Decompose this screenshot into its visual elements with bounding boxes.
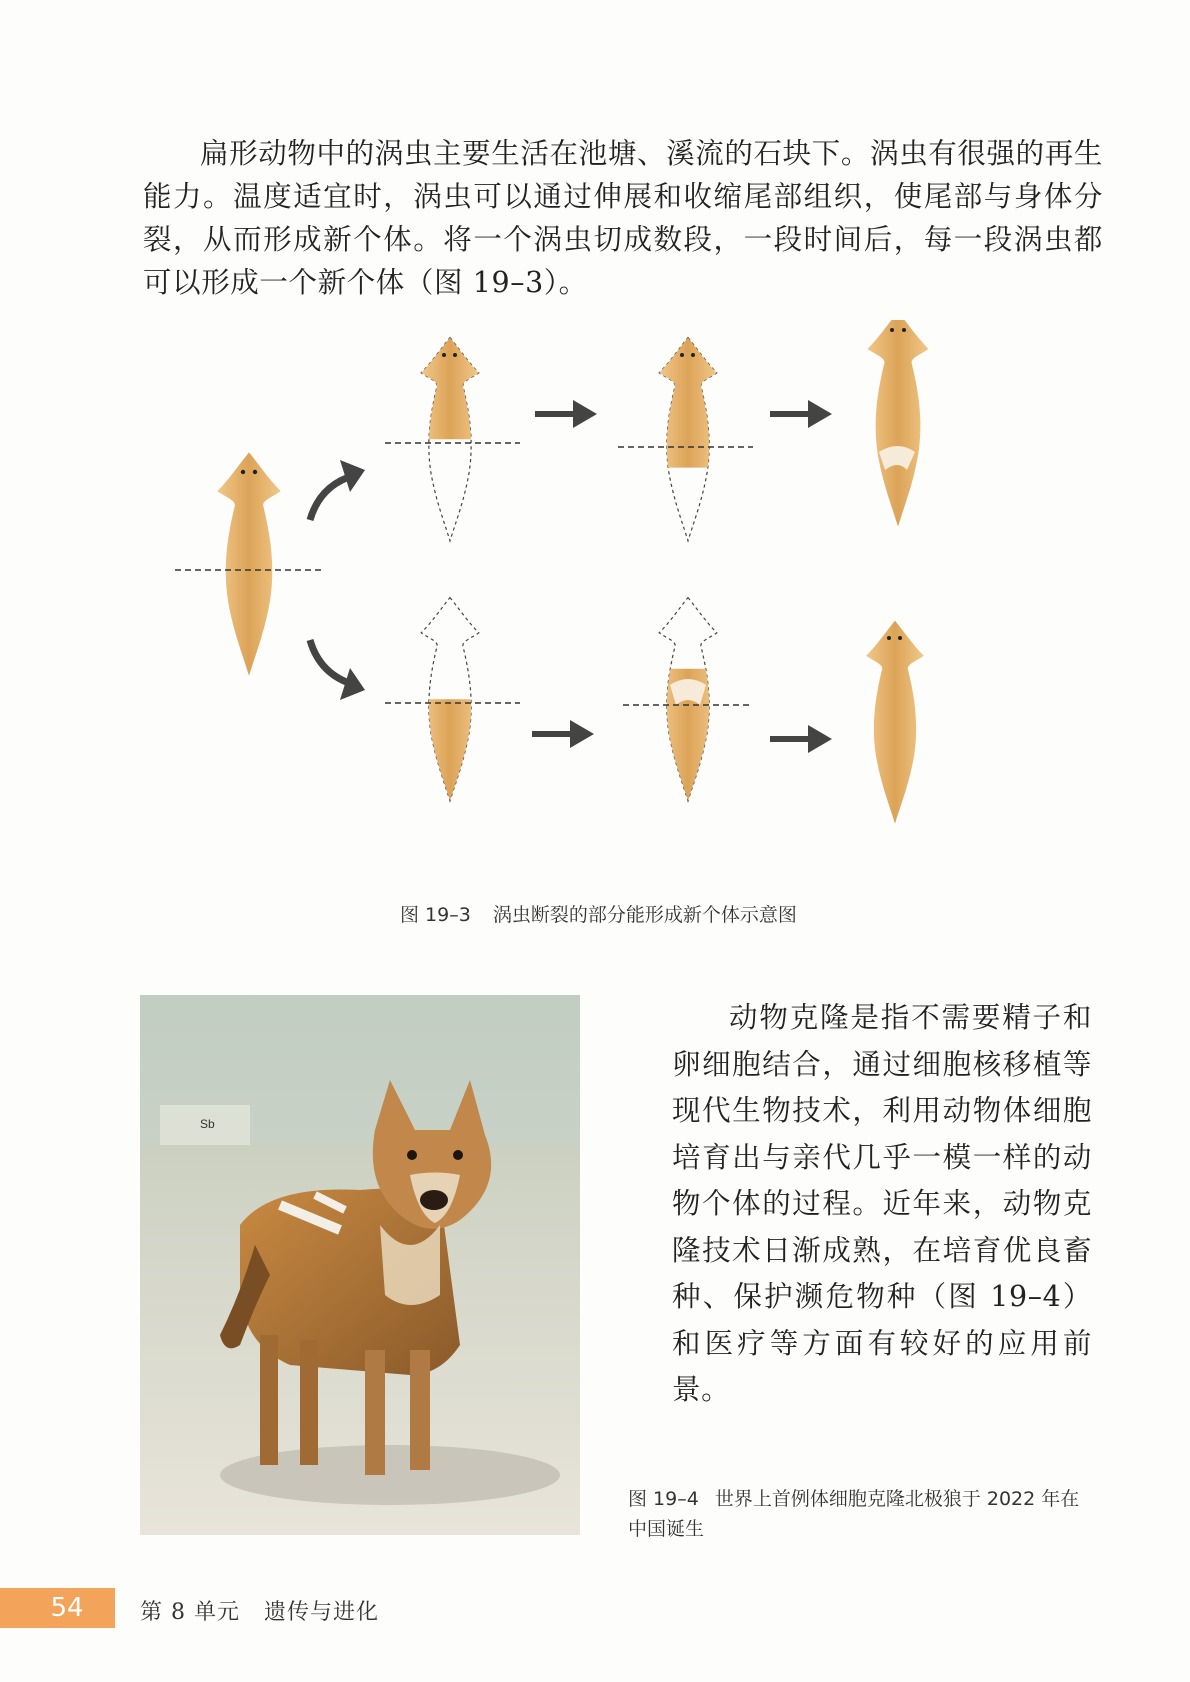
arrow-right-icon <box>770 725 832 753</box>
head-fragment-stage2 <box>618 338 753 541</box>
figure-19-4-caption <box>628 1484 1098 1544</box>
figure-number: 图 19–3 <box>400 904 471 926</box>
arrow-right-icon <box>770 400 832 428</box>
figure-number: 图 19–4 <box>628 1488 699 1510</box>
page-number-tab <box>0 1588 115 1628</box>
intro-paragraph: 扁形动物中的涡虫主要生活在池塘、溪流的石块下。涡虫有很强的再生能力。温度适宜时，涡虫可以通过伸展和收缩尾部组织，使尾部与身体分裂，从而形成新个体。将一个涡虫切成数段，一段时间后，每一段涡虫都可以形成一个新个体（图 19–3）。 <box>143 137 1103 299</box>
unit-title: 遗传与进化 <box>263 1600 379 1625</box>
figure-caption: 涡虫断裂的部分能形成新个体示意图 <box>492 904 797 926</box>
figure-caption: 世界上首例体细胞克隆北极狼于 2022 年在中国诞生 <box>628 1488 1080 1540</box>
cloning-paragraph: 动物克隆是指不需要精子和卵细胞结合，通过细胞核移植等现代生物技术，利用动物体细胞培育出与亲代几乎一模一样的动物个体的过程。近年来，动物克隆技术日渐成熟，在培育优良畜种、保护濒危物种（图 19–4）和医疗等方面有较好的应用前景。 <box>672 1001 1092 1406</box>
arrow-right-icon <box>535 400 597 428</box>
head-fragment-stage1 <box>385 338 520 541</box>
running-footer <box>140 1595 379 1626</box>
regenerated-head-worm <box>868 320 929 527</box>
cloned-arctic-wolf-photo <box>140 995 580 1535</box>
arrow-right-icon <box>532 720 594 748</box>
sign-text: Sb <box>200 1117 215 1131</box>
tail-fragment-stage1 <box>385 598 520 801</box>
unit-label: 第 8 单元 <box>140 1600 240 1625</box>
figure-19-3-caption <box>400 900 797 927</box>
page-number: 54 <box>50 1593 84 1623</box>
planarian-regeneration-diagram <box>170 320 1090 880</box>
tail-fragment-stage2 <box>623 598 753 801</box>
regenerated-tail-worm <box>866 621 924 824</box>
original-planarian <box>175 452 325 676</box>
